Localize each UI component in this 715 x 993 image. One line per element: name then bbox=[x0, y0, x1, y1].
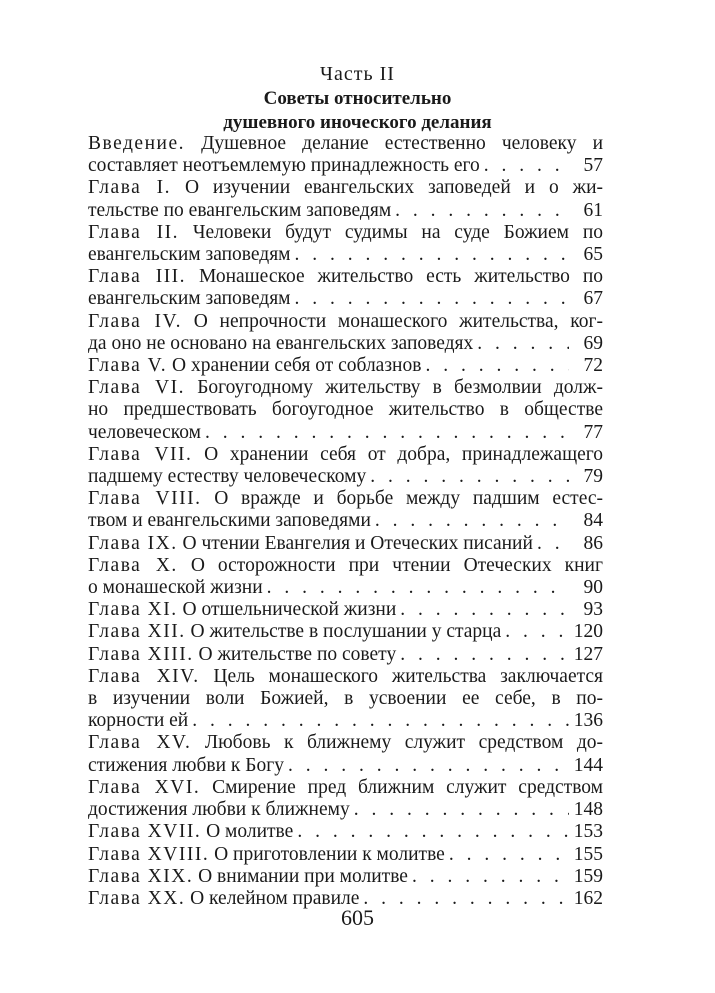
chapter-title-text: О непрочности монашеского жительства, ког- bbox=[193, 310, 603, 332]
toc-entry-line bbox=[88, 555, 603, 577]
toc-entry bbox=[88, 311, 603, 355]
toc-entry-last-line bbox=[88, 577, 603, 599]
page-reference: 84 bbox=[583, 510, 603, 532]
chapter-label: Глава XVI. bbox=[88, 776, 201, 798]
toc-entry-line bbox=[88, 222, 603, 244]
toc-entry bbox=[88, 555, 603, 599]
toc-entry-last-line bbox=[88, 599, 603, 621]
toc-entry-last-line bbox=[88, 644, 603, 666]
chapter-title-text: О чтении Евангелия и Отеческих писаний bbox=[182, 532, 533, 554]
chapter-title-text: но предшествовать богоугодное жительство в обществе bbox=[88, 399, 603, 421]
chapter-label: Глава VI. bbox=[88, 377, 185, 399]
page-reference: 72 bbox=[583, 355, 603, 377]
toc-entry-last-line bbox=[88, 799, 603, 821]
toc-entry-line bbox=[88, 488, 603, 510]
toc-entry bbox=[88, 488, 603, 532]
dot-leader bbox=[263, 577, 569, 599]
toc-entry-text bbox=[88, 710, 188, 732]
chapter-label: Глава XIII. bbox=[88, 643, 194, 665]
toc-entry bbox=[88, 533, 603, 555]
page-reference: 148 bbox=[573, 799, 603, 821]
toc-entry-text bbox=[88, 355, 421, 377]
dot-leader bbox=[533, 533, 569, 555]
page-reference: 61 bbox=[583, 199, 603, 221]
toc-entry-last-line bbox=[88, 288, 603, 310]
toc-entry-line bbox=[88, 666, 603, 688]
toc-entry-text bbox=[88, 333, 473, 355]
chapter-title-text: о монашеской жизни bbox=[88, 577, 263, 599]
toc-entry-text bbox=[88, 155, 480, 177]
page-reference: 69 bbox=[583, 332, 603, 354]
toc-entry-line bbox=[88, 133, 603, 155]
dot-leader bbox=[291, 288, 569, 310]
section-subtitle-line-1: Советы относительно bbox=[263, 88, 452, 109]
chapter-title-text: О приготовлении к молитве bbox=[214, 843, 445, 865]
toc-entry-text bbox=[88, 200, 391, 222]
dot-leader bbox=[201, 422, 569, 444]
chapter-title-text: О жительстве в послушании у старца bbox=[190, 621, 502, 643]
dot-leader bbox=[421, 355, 569, 377]
toc-entry bbox=[88, 266, 603, 310]
dot-leader bbox=[396, 599, 569, 621]
toc-entry bbox=[88, 821, 603, 843]
toc-entry-last-line bbox=[88, 155, 603, 177]
toc-entry-last-line bbox=[88, 333, 603, 355]
chapter-title-text: О вражде и борьбе между падшим естес- bbox=[214, 488, 603, 510]
chapter-title-text: человеческом bbox=[88, 421, 202, 443]
toc-entry bbox=[88, 844, 603, 866]
section-header bbox=[0, 62, 715, 134]
chapter-label: Глава V. bbox=[88, 355, 168, 377]
page-reference: 159 bbox=[573, 865, 603, 887]
dot-leader bbox=[188, 710, 569, 732]
toc-entry bbox=[88, 644, 603, 666]
dot-leader bbox=[391, 200, 569, 222]
toc-entry-last-line bbox=[88, 422, 603, 444]
toc-entry-text bbox=[88, 644, 396, 666]
chapter-label: Глава I. bbox=[88, 177, 172, 199]
toc-entry-text bbox=[88, 599, 396, 621]
chapter-label: Глава XIV. bbox=[88, 665, 200, 687]
chapter-title-text: О келейном правиле bbox=[190, 887, 360, 909]
table-of-contents bbox=[88, 133, 603, 910]
toc-entry-text bbox=[88, 755, 284, 777]
chapter-title-text: твом и евангельскими заповедями bbox=[88, 510, 371, 532]
toc-entry-last-line bbox=[88, 466, 603, 488]
toc-entry bbox=[88, 621, 603, 643]
page-reference: 144 bbox=[573, 754, 603, 776]
toc-entry-line bbox=[88, 377, 603, 399]
chapter-label: Глава XVIII. bbox=[88, 843, 210, 865]
chapter-label: Глава XVII. bbox=[88, 821, 202, 843]
toc-entry-line bbox=[88, 177, 603, 199]
chapter-title-text: в изучении воли Божией, в усвоении ее себе, в по- bbox=[88, 688, 603, 710]
toc-entry-last-line bbox=[88, 621, 603, 643]
chapter-title-text: Любовь к ближнему служит средством до- bbox=[204, 732, 603, 754]
dot-leader bbox=[371, 510, 569, 532]
chapter-title-text: О отшельнической жизни bbox=[182, 599, 397, 621]
chapter-label: Глава XI. bbox=[88, 599, 178, 621]
page-reference: 162 bbox=[573, 887, 603, 909]
toc-entry-last-line bbox=[88, 755, 603, 777]
chapter-title-text: евангельским заповедям bbox=[88, 244, 291, 266]
chapter-label: Глава IX. bbox=[88, 532, 178, 554]
page-reference: 79 bbox=[583, 466, 603, 488]
page-reference: 90 bbox=[583, 577, 603, 599]
chapter-label: Глава X. bbox=[88, 554, 178, 576]
chapter-label: Глава XX. bbox=[88, 887, 186, 909]
toc-entry-last-line bbox=[88, 200, 603, 222]
chapter-title-text: О хранении себя от соблазнов bbox=[172, 355, 422, 377]
toc-entry-last-line bbox=[88, 821, 603, 843]
dot-leader bbox=[291, 244, 569, 266]
toc-entry bbox=[88, 732, 603, 776]
chapter-label: Глава VII. bbox=[88, 443, 193, 465]
chapter-label: Глава III. bbox=[88, 266, 187, 288]
chapter-label: Глава XII. bbox=[88, 621, 186, 643]
chapter-title-text: Душевное делание естественно человеку и bbox=[201, 133, 603, 154]
part-title: Часть II bbox=[320, 63, 395, 85]
dot-leader bbox=[501, 621, 569, 643]
chapter-title-text: Цель монашеского жительства заключается bbox=[213, 665, 603, 687]
toc-entry bbox=[88, 377, 603, 444]
toc-entry bbox=[88, 866, 603, 888]
toc-entry bbox=[88, 444, 603, 488]
chapter-title-text: падшему естеству человеческому bbox=[88, 466, 367, 488]
page-number: 605 bbox=[341, 905, 374, 930]
toc-entry-text bbox=[88, 510, 371, 532]
toc-entry-text bbox=[88, 422, 201, 444]
chapter-title-text: да оно не основано на евангельских заповедях bbox=[88, 332, 474, 354]
toc-entry-last-line bbox=[88, 710, 603, 732]
toc-entry bbox=[88, 599, 603, 621]
toc-entry-last-line bbox=[88, 533, 603, 555]
page-reference: 65 bbox=[583, 244, 603, 266]
section-subtitle-line-2: душевного иноческого делания bbox=[223, 112, 492, 133]
chapter-label: Глава XIX. bbox=[88, 865, 194, 887]
chapter-title-text: О молитве bbox=[206, 821, 294, 843]
chapter-label: Глава VIII. bbox=[88, 488, 202, 510]
page-reference: 127 bbox=[573, 643, 603, 665]
chapter-title-text: О жительстве по совету bbox=[198, 643, 397, 665]
page-reference: 136 bbox=[573, 710, 603, 732]
page-reference: 155 bbox=[573, 843, 603, 865]
chapter-title-text: Монашеское жительство есть жительство по bbox=[198, 266, 603, 288]
toc-entry-line bbox=[88, 688, 603, 710]
toc-entry-text bbox=[88, 466, 366, 488]
chapter-title-text: достижения любви к ближнему bbox=[88, 799, 350, 821]
toc-entry-line bbox=[88, 399, 603, 421]
chapter-title-text: тельстве по евангельским заповедям bbox=[88, 199, 392, 221]
chapter-label: Глава IV. bbox=[88, 310, 182, 332]
dot-leader bbox=[408, 866, 569, 888]
page-reference: 120 bbox=[573, 621, 603, 643]
toc-entry-text bbox=[88, 799, 350, 821]
toc-entry bbox=[88, 222, 603, 266]
toc-entry-text bbox=[88, 821, 293, 843]
toc-entry bbox=[88, 133, 603, 177]
chapter-title-text: составляет неотъемлемую принадлежность его bbox=[88, 155, 480, 177]
toc-entry-line bbox=[88, 311, 603, 333]
chapter-label: Глава II. bbox=[88, 221, 179, 243]
toc-entry-last-line bbox=[88, 244, 603, 266]
toc-entry-line bbox=[88, 444, 603, 466]
toc-entry-text bbox=[88, 866, 408, 888]
toc-entry-last-line bbox=[88, 355, 603, 377]
toc-entry-last-line bbox=[88, 844, 603, 866]
chapter-label: Введение. bbox=[88, 133, 185, 154]
dot-leader bbox=[445, 844, 569, 866]
toc-entry bbox=[88, 777, 603, 821]
chapter-title-text: О изучении евангельских заповедей и о жи- bbox=[184, 177, 603, 199]
chapter-title-text: Смирение пред ближним служит средством bbox=[212, 776, 603, 798]
dot-leader bbox=[350, 799, 569, 821]
toc-entry-line bbox=[88, 266, 603, 288]
toc-entry-text bbox=[88, 288, 291, 310]
chapter-title-text: Человеки будут судимы на суде Божием по bbox=[192, 221, 603, 243]
chapter-title-text: стижения любви к Богу bbox=[88, 754, 284, 776]
chapter-title-text: О хранении себя от добра, принадлежащего bbox=[204, 443, 603, 465]
dot-leader bbox=[293, 821, 569, 843]
page-reference: 153 bbox=[573, 821, 603, 843]
chapter-title-text: О осторожности при чтении Отеческих книг bbox=[190, 554, 603, 576]
dot-leader bbox=[284, 755, 569, 777]
toc-entry-text bbox=[88, 844, 445, 866]
chapter-title-text: Богоугодному жительству в безмолвии долж- bbox=[197, 377, 603, 399]
toc-entry-text bbox=[88, 621, 501, 643]
page-reference: 86 bbox=[583, 532, 603, 554]
page-reference: 93 bbox=[583, 599, 603, 621]
chapter-label: Глава XV. bbox=[88, 732, 192, 754]
dot-leader bbox=[480, 155, 569, 177]
dot-leader bbox=[396, 644, 569, 666]
toc-entry-line bbox=[88, 777, 603, 799]
toc-entry-last-line bbox=[88, 510, 603, 532]
toc-entry-line bbox=[88, 732, 603, 754]
toc-entry-text bbox=[88, 244, 291, 266]
page-reference: 77 bbox=[583, 421, 603, 443]
toc-entry bbox=[88, 177, 603, 221]
chapter-title-text: О внимании при молитве bbox=[198, 865, 408, 887]
dot-leader bbox=[366, 466, 569, 488]
toc-entry-last-line bbox=[88, 866, 603, 888]
chapter-title-text: евангельским заповедям bbox=[88, 288, 291, 310]
chapter-title-text: корности ей bbox=[88, 710, 189, 732]
dot-leader bbox=[473, 333, 569, 355]
page-reference: 57 bbox=[583, 155, 603, 177]
page-reference: 67 bbox=[583, 288, 603, 310]
toc-entry-text bbox=[88, 577, 263, 599]
toc-entry-text bbox=[88, 533, 533, 555]
toc-entry bbox=[88, 355, 603, 377]
toc-entry bbox=[88, 666, 603, 733]
